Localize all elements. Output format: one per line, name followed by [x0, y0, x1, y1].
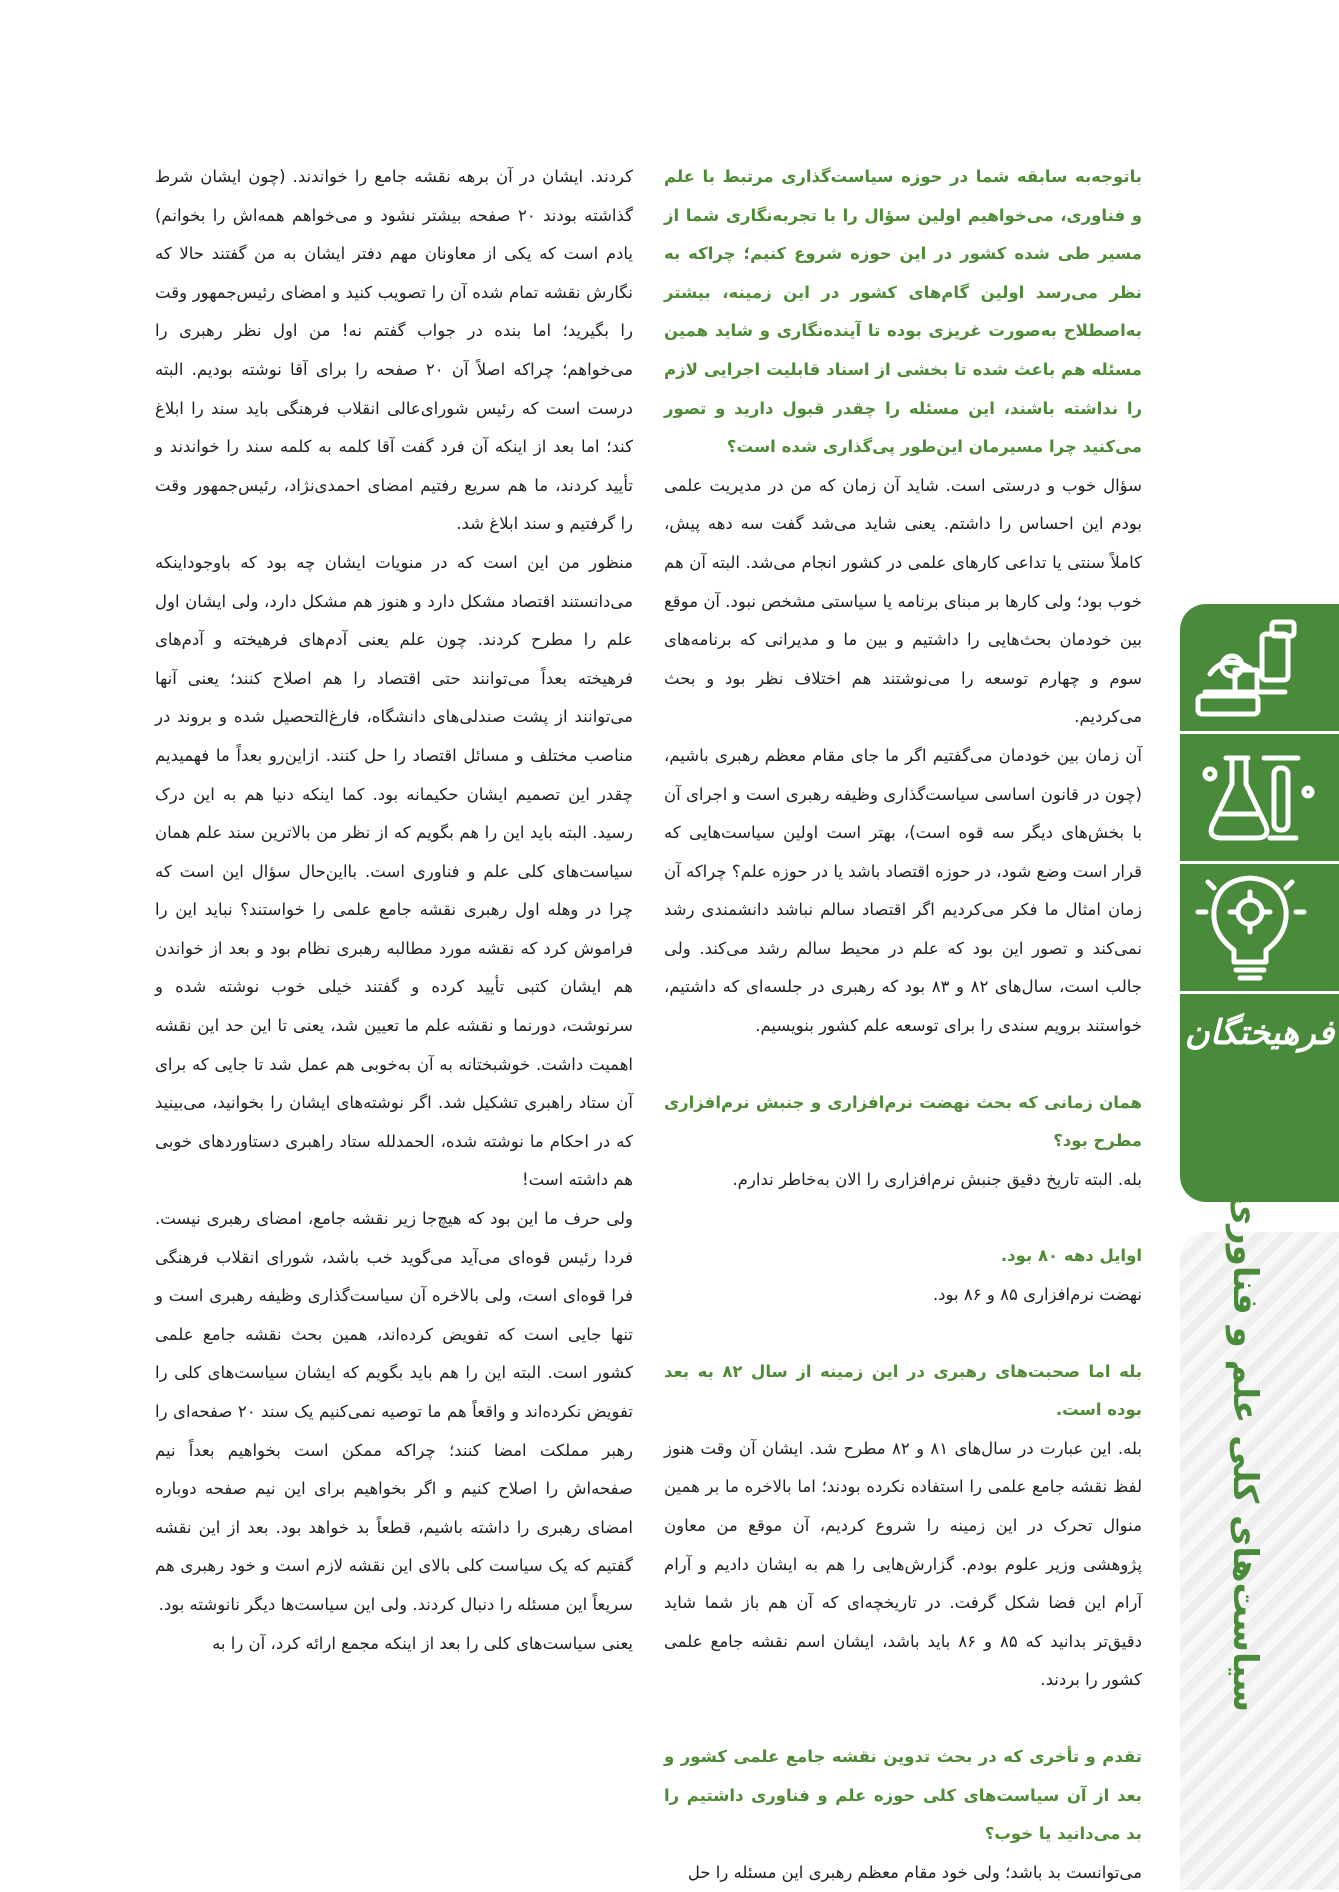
chemistry-flask-icon: [1180, 734, 1339, 864]
interview-answer: سؤال خوب و درستی است. شاید آن زمان که من در مدیریت علمی بودم این احساس را داشتم. یعنی شاید می‌شد گفت سه دهه پیش، کاملاً سنتی یا تداعی کارهای علمی در کشور انجام می‌شد. البته آن هم خوب بود؛ ولی کارها بر مبنای برنامه یا سیاستی مشخص نبود. آن موقع بین خودمان بحث‌هایی را داشتیم و بین ما و مدیرانی که برنامه‌های سوم و چهارم توسعه را می‌نوشتند هم اختلاف نظر بود و بحث می‌کردیم.: [664, 475, 1142, 727]
interview-answer: یعنی سیاست‌های کلی را بعد از اینکه مجمع ارائه کرد، آن را به: [212, 1633, 633, 1653]
interview-answer: بله. البته تاریخ دقیق جنبش نرم‌افزاری را الان به‌خاطر ندارم.: [732, 1169, 1142, 1189]
interview-question: بله اما صحبت‌های رهبری در این زمینه از سال ۸۲ به بعد بوده است.: [664, 1361, 1143, 1420]
icon-cell-lab: [1180, 604, 1339, 734]
paragraph-gap: [664, 1199, 1142, 1237]
page-number: ۳۶۰: [1227, 1105, 1292, 1151]
lab-equipment-icon: [1180, 604, 1339, 734]
brand-logo: فرهیختگان: [1184, 1013, 1335, 1053]
section-title-vertical: سیاست‌های کلی علم و فناوری: [1225, 1193, 1265, 1712]
paragraph-gap: [664, 1315, 1142, 1353]
interview-answer: منظور من این است که در منویات ایشان چه بود که باوجوداینکه می‌دانستند اقتصاد مشکل دارد و هنوز هم مشکل دارد، ولی ایشان اول علم را مطرح کردند. چون علم یعنی آدم‌های فرهیخته و آدم‌های فرهیخته بعداً می‌توانند حتی اقتصاد را هم اصلاح کنند؛ یعنی آنها می‌توانند از پشت صندلی‌های دانشگاه، فارغ‌التحصیل شده و بروند در مناصب مختلف و مسائل اقتصاد را حل کنند. ازاین‌رو بعداً ما فهمیدیم چقدر این تصمیم ایشان حکیمانه بود. کما اینکه دنیا هم به این درک رسید. البته باید این را هم بگویم که از نظر من بالاترین سند علم همان سیاست‌های کلی علم و فناوری است. بااین‌حال سؤال این است که چرا در وهله اول رهبری نقشه جامع علمی را خواستند؟ نباید این را فراموش کرد که نقشه مورد مطالبه رهبری نظام بود و بعد از خواندن هم ایشان کتبی تأیید کرده و گفتند خیلی خوب نوشته شده و سرنوشت، دورنما و نقشه علم ما تعیین شد، یعنی تا این حد این نقشه اهمیت داشت. خوشبختانه به آن به‌خوبی هم عمل شد تا جایی که برای آن ستاد راهبری تشکیل شد. اگر نوشته‌های ایشان را بخوانید، می‌بینید که در احکام ما نوشته شده، الحمدلله ستاد راهبری دستاوردهای خوبی هم داشته است!: [155, 552, 633, 1190]
interview-question: همان زمانی که بحث نهضت نرم‌افزاری و جنبش نرم‌افزاری مطرح بود؟: [664, 1092, 1142, 1151]
interview-answer: بله. این عبارت در سال‌های ۸۱ و ۸۲ مطرح شد. ایشان آن وقت هنوز لفظ نقشه جامع علمی را استفاده نکرده بودند؛ اما بالاخره ما بر همین منوال تحرک در این زمینه را شروع کردیم، آن موقع من معاون پژوهشی وزیر علوم بودم. گزارش‌هایی را هم به ایشان دادیم و آرام آرام این فضا شکل گرفت. در تاریخچه‌ای که آن هم باز شما شاید دقیق‌تر بدانید که ۸۵ و ۸۶ باید باشد، ایشان اسم نقشه جامع علمی کشور را بردند.: [664, 1438, 1142, 1690]
main-column-left: [155, 158, 633, 1663]
interview-question: باتوجه‌به سابقه شما در حوزه سیاست‌گذاری مرتبط با علم و فناوری، می‌خواهیم اولین سؤال را با تجربه‌نگاری شما از مسیر طی شده کشور در این حوزه شروع کنیم؛ چراکه به نظر می‌رسد اولین گام‌های کشور در این زمینه، بیشتر به‌اصطلاح به‌صورت غریزی بوده تا آینده‌نگاری و شاید همین مسئله هم باعث شده تا بخشی از اسناد قابلیت اجرایی لازم را نداشته باشند، این مسئله را چقدر قبول دارید و تصور می‌کنید چرا مسیرمان این‌طور پی‌گذاری شده است؟: [664, 167, 1142, 457]
lightbulb-gear-icon: [1180, 864, 1339, 994]
paragraph-gap: [664, 1700, 1142, 1738]
interview-question: تقدم و تأخری که در بحث تدوین نقشه جامع علمی کشور و بعد از آن سیاست‌های کلی حوزه علم و فناوری داشتیم را بد می‌دانید یا خوب؟: [664, 1746, 1142, 1844]
interview-question: اوایل دهه ۸۰ بود.: [1000, 1246, 1142, 1266]
icon-cell-chemistry: [1180, 734, 1339, 864]
interview-answer: نهضت نرم‌افزاری ۸۵ و ۸۶ بود.: [932, 1285, 1142, 1305]
paragraph-gap: [664, 1046, 1142, 1084]
interview-answer: می‌توانست بد باشد؛ ولی خود مقام معظم رهبری این مسئله را حل: [687, 1862, 1142, 1882]
main-column-right: [664, 158, 1142, 1892]
interview-answer: کردند. ایشان در آن برهه نقشه جامع را خواندند. (چون ایشان شرط گذاشته بودند ۲۰ صفحه بیشتر نشود و می‌خواهم همه‌اش را بخوانم) یادم است که یکی از معاونان مهم دفتر ایشان به من گفتند حالا که نگارش نقشه تمام شده آن را تصویب کنید و امضای رئیس‌جمهور وقت را بگیرید؛ اما بنده در جواب گفتم نه! من اول نظر رهبری را می‌خواهم؛ چراکه اصلاً آن ۲۰ صفحه را برای آقا نوشته بودیم. البته درست است که رئیس شورای‌عالی انقلاب فرهنگی باید سند را ابلاغ کند؛ اما بعد از اینکه آن فرد گفت آقا کلمه به کلمه سند را خواندند و تأیید کردند، ما هم سریع رفتیم امضای احمدی‌نژاد، رئیس‌جمهور وقت را گرفتیم و سند ابلاغ شد.: [155, 167, 633, 534]
icon-cell-idea: [1180, 864, 1339, 994]
interview-answer: آن زمان بین خودمان می‌گفتیم اگر ما جای مقام معظم رهبری باشیم، (چون در قانون اساسی سیاست‌گذاری وظیفه رهبری است و اجرای آن با بخش‌های دیگر سه قوه است)، بهتر است اولین سیاست‌هایی که قرار است وضع شود، در حوزه اقتصاد باشد یا در حوزه علم؟ چراکه آن زمان امثال ما فکر می‌کردیم اگر اقتصاد سالم نباشد دانشمندی رشد نمی‌کند و تصور این بود که علم در محیط سالم رشد می‌کند. ولی جالب است، سال‌های ۸۲ و ۸۳ بود که رهبری در جلسه‌ای که داشتیم، خواستند برویم سندی را برای توسعه علم کشور بنویسیم.: [664, 745, 1142, 1036]
interview-answer: ولی حرف ما این بود که هیچ‌جا زیر نقشه جامع، امضای رهبری نیست. فردا رئیس قوه‌ای می‌آید می‌گوید خب باشد، شورای انقلاب فرهنگی فرا قوه‌ای است، ولی بالاخره آن سیاست‌گذاری وظیفه رهبری است و تنها جایی است که تفویض کرده‌اند، همین بحث نقشه جامع علمی کشور است. البته این را هم باید بگویم که ایشان سیاست‌های کلی را تفویض نکرده‌اند و واقعاً هم ما توصیه نمی‌کنیم یک سند ۲۰ صفحه‌ای را رهبر مملکت امضا کنند؛ چراکه ممکن است بخواهیم بعداً نیم صفحه‌اش را اصلاح کنیم و اگر بخواهیم برای این نیم صفحه دوباره امضای رهبری را داشته باشیم، قطعاً بد خواهد بود. بعد از این نقشه گفتیم که یک سیاست کلی بالای این نقشه لازم است و خود رهبری هم سریعاً این مسئله را دنبال کردند. ولی این سیاست‌ها دیگر نانوشته بود.: [155, 1209, 633, 1614]
